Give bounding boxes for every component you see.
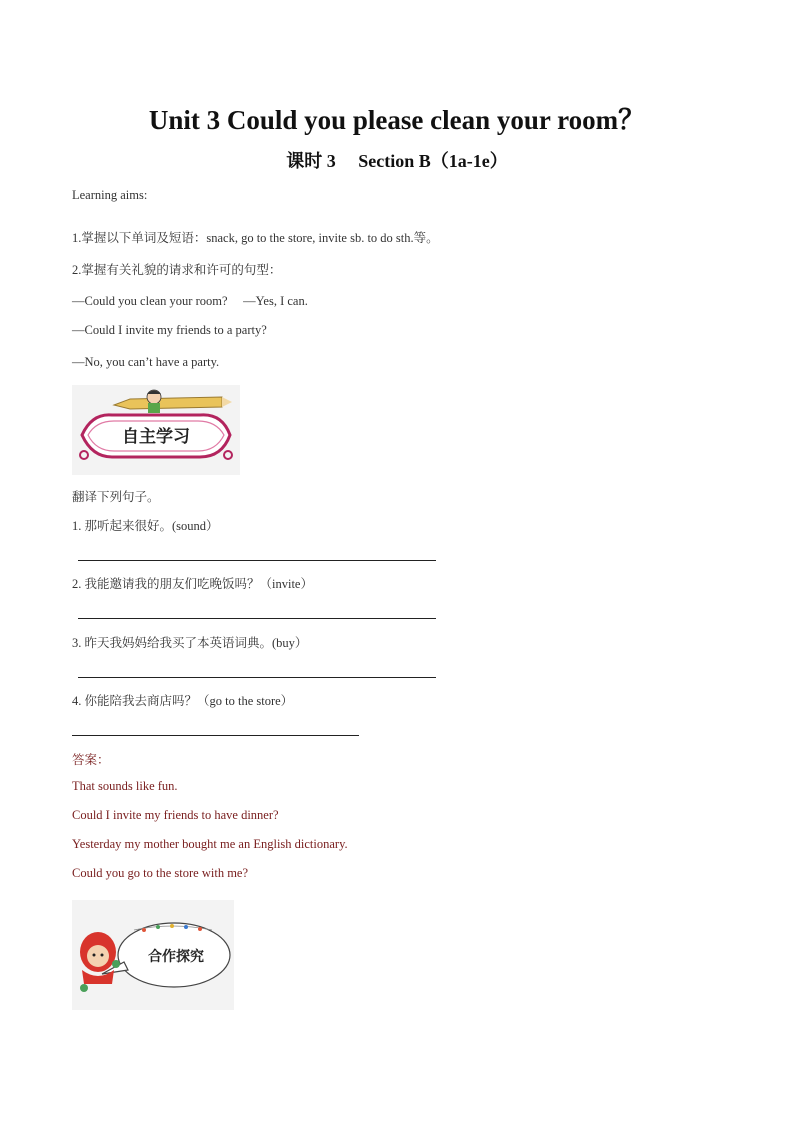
red-hood-girl-speech-bubble-icon: [72, 900, 234, 1010]
cooperate-badge: [72, 900, 234, 1010]
aims-heading: Learning aims:: [72, 188, 148, 202]
answer-line-4[interactable]: [72, 735, 359, 736]
answer-1: That sounds like fun.: [72, 779, 178, 793]
dialog-line-3: —No, you can’t have a party.: [72, 355, 220, 369]
question-3: 3. 昨天我妈妈给我买了本英语词典。(buy）: [72, 636, 308, 650]
aim-item-2: 2.掌握有关礼貌的请求和许可的句型：: [72, 263, 282, 277]
answer-line-3[interactable]: [78, 677, 436, 678]
pencil-boy-banner-icon: [72, 385, 240, 475]
exercise-instruction: 翻译下列句子。: [72, 490, 160, 504]
answer-2: Could I invite my friends to have dinner?: [72, 808, 279, 822]
lesson-subtitle: 课时 3 Section B（1a-1e）: [286, 151, 508, 171]
dialog-line-1: —Could you clean your room? —Yes, I can.: [72, 294, 308, 308]
question-1: 1. 那听起来很好。(sound）: [72, 519, 219, 533]
question-2: 2. 我能邀请我的朋友们吃晚饭吗？（invite）: [72, 577, 313, 591]
cooperate-label: 合作探究: [148, 949, 204, 965]
answer-3: Yesterday my mother bought me an English dictionary.: [72, 837, 348, 851]
self-study-label: 自主学习: [122, 427, 190, 447]
answer-line-1[interactable]: [78, 560, 436, 561]
question-4: 4. 你能陪我去商店吗？（go to the store）: [72, 694, 294, 708]
dialog-line-2: —Could I invite my friends to a party?: [72, 323, 267, 337]
answers-heading: 答案：: [72, 753, 110, 767]
answer-4: Could you go to the store with me?: [72, 866, 249, 880]
self-study-badge: [72, 385, 240, 475]
answer-line-2[interactable]: [78, 618, 436, 619]
aim-item-1: 1.掌握以下单词及短语：snack, go to the store, invite sb. to do sth.等。: [72, 231, 439, 245]
page-title: Unit 3 Could you please clean your room？: [148, 105, 646, 135]
